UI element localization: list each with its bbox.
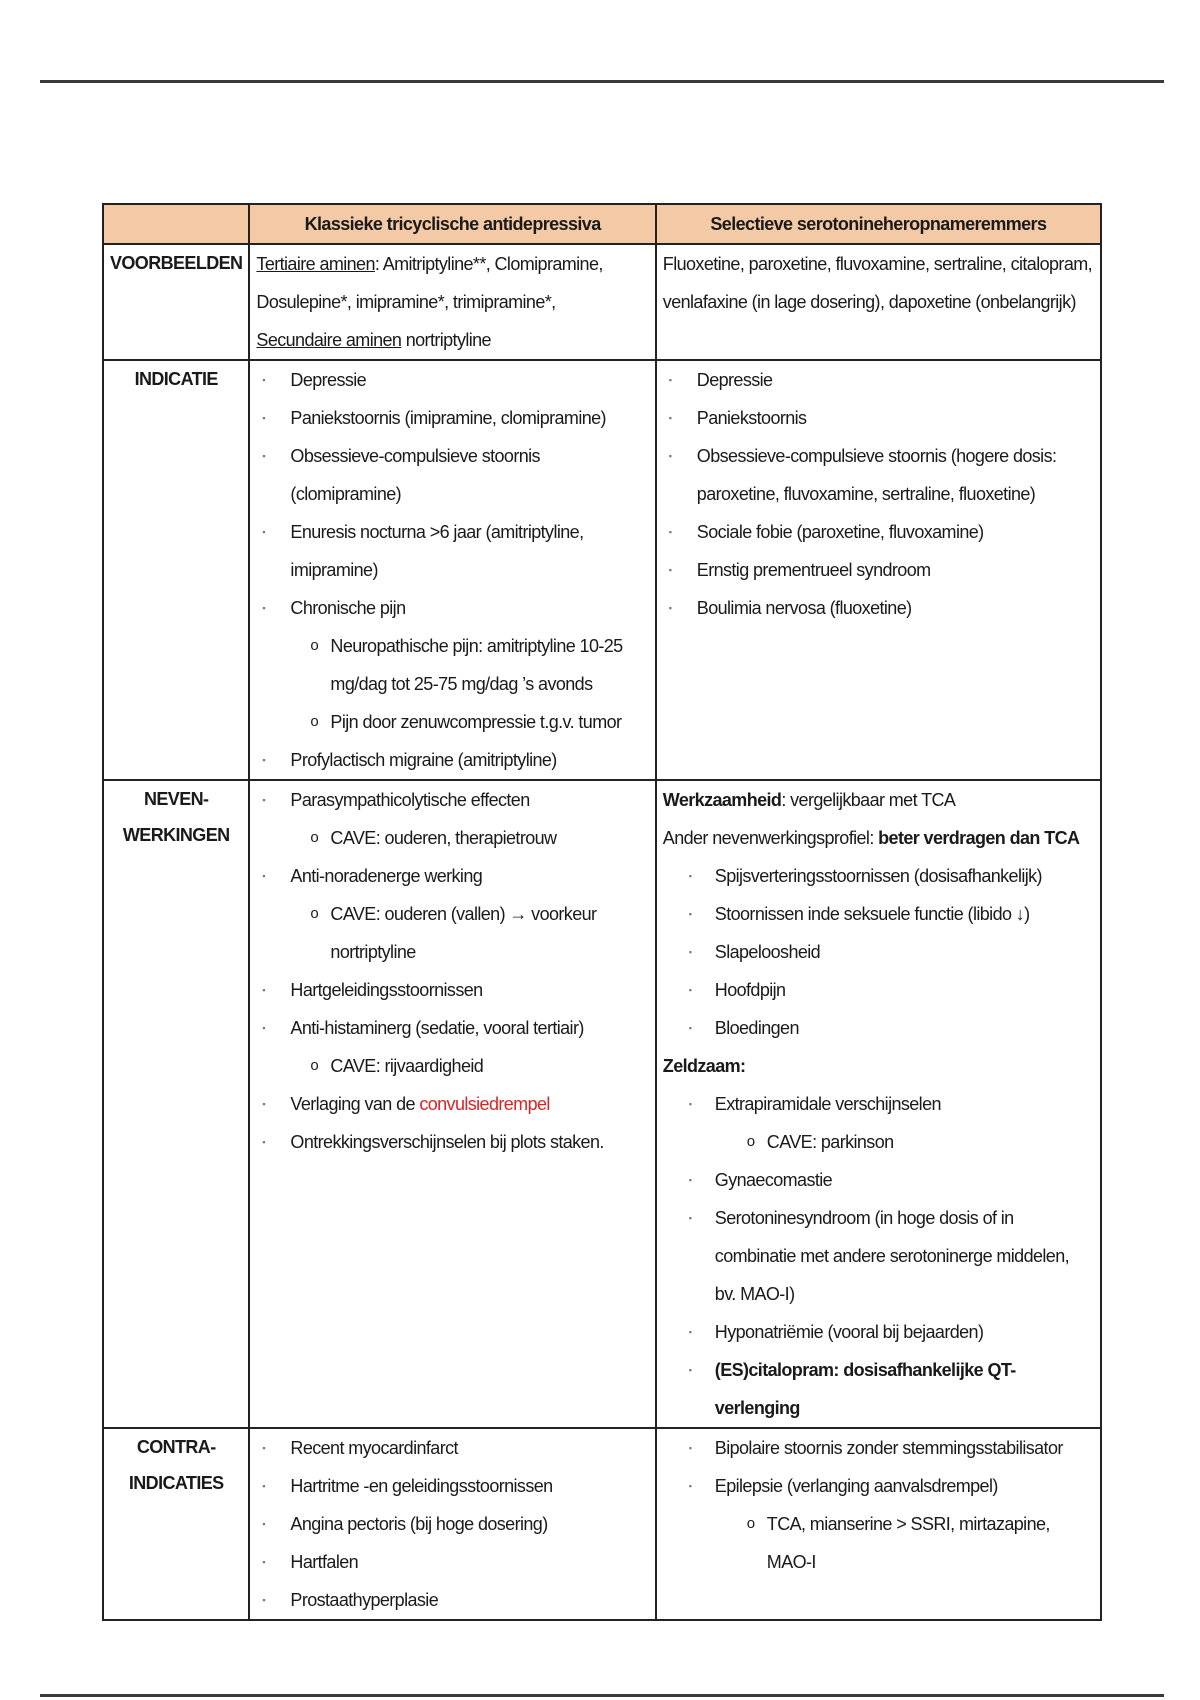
list-item: ▪ Extrapiramidale verschijnselen	[663, 1085, 1094, 1123]
list-item: ▪ Profylactisch migraine (amitriptyline)	[256, 741, 648, 779]
list-item: ▪ Serotoninesyndroom (in hoge dosis of in combinatie met andere serotoninerge middelen, bv. MAO-I)	[663, 1199, 1094, 1313]
list-item: ▪ Prostaathyperplasie	[256, 1581, 648, 1619]
label-line: CONTRA-	[136, 1437, 216, 1457]
row-contra-indicaties	[103, 1428, 1101, 1620]
tca-secondary-line	[256, 321, 648, 359]
list-item-qt-prolongation: ▪ (ES)citalopram: dosisafhankelijke QT-verlenging	[663, 1351, 1094, 1427]
nw-ssri-rare-list-1	[663, 1085, 1094, 1123]
nw-tca-sub-1	[256, 819, 648, 857]
sub-list-item: o TCA, mianserine > SSRI, mirtazapine, MAO-I	[663, 1505, 1094, 1581]
indicatie-ssri-list	[663, 361, 1094, 627]
nw-ssri-rare-list-2	[663, 1161, 1094, 1427]
list-item: ▪ Slapeloosheid	[663, 933, 1094, 971]
nw-ssri-common-list	[663, 857, 1094, 1047]
list-item: ▪ Anti-histaminerg (sedatie, vooral tertiair)	[256, 1009, 648, 1047]
list-item: ▪ Hartgeleidingsstoornissen	[256, 971, 648, 1009]
voorbeelden-ssri-cell	[656, 244, 1101, 360]
contra-tca-cell	[249, 1428, 655, 1620]
sub-list-item: o CAVE: parkinson	[663, 1123, 1094, 1161]
secondary-list: nortriptyline	[401, 330, 491, 350]
zeldzaam-label: Zeldzaam:	[662, 1056, 746, 1076]
list-item: ▪ Stoornissen inde seksuele functie (libido ↓)	[663, 895, 1094, 933]
list-item: ▪ Anti-noradenerge werking	[256, 857, 648, 895]
profiel-line	[663, 819, 1094, 857]
werkzaamheid-line	[663, 781, 1094, 819]
list-item: ▪ Parasympathicolytische effecten	[256, 781, 648, 819]
indicatie-ssri-cell	[656, 360, 1101, 780]
secondary-label: Secundaire aminen	[256, 330, 402, 350]
list-item: ▪ Spijsverteringsstoornissen (dosisafhankelijk)	[663, 857, 1094, 895]
label-line: INDICATIES	[128, 1473, 224, 1493]
profiel-bold: beter verdragen dan TCA	[878, 828, 1080, 848]
contra-tca-list	[256, 1429, 648, 1619]
voorbeelden-tca-cell	[249, 244, 655, 360]
sub-list-item: o CAVE: ouderen, therapietrouw	[256, 819, 648, 857]
list-item	[256, 1085, 648, 1123]
indicatie-tca-list-end	[256, 741, 648, 779]
tertiary-list: : Amitriptyline**, Clomipramine, Dosulepine*, imipramine*, trimipramine*,	[256, 254, 603, 312]
label-line: NEVEN-	[144, 789, 209, 809]
list-item: ▪ Enuresis nocturna >6 jaar (amitriptyline, imipramine)	[256, 513, 648, 589]
list-item: ▪ Recent myocardinfarct	[256, 1429, 648, 1467]
sub-list-item: o CAVE: ouderen (vallen) → voorkeur nortriptyline	[256, 895, 648, 971]
contra-ssri-sub	[663, 1505, 1094, 1581]
header-empty-cell	[103, 204, 249, 244]
werkzaamheid-label: Werkzaamheid	[662, 790, 782, 810]
sub-list-item: o CAVE: rijvaardigheid	[256, 1047, 648, 1085]
bottom-rule	[40, 1694, 1164, 1697]
row-indicatie	[103, 360, 1101, 780]
indicatie-tca-list	[256, 361, 648, 627]
antidepressant-comparison-table	[102, 203, 1102, 1621]
list-item: ▪ Ontrekkingsverschijnselen bij plots staken.	[256, 1123, 648, 1161]
list-item: ▪ Hartritme -en geleidingsstoornissen	[256, 1467, 648, 1505]
row-label-nevenwerkingen	[103, 780, 249, 1428]
list-item: ▪ Bipolaire stoornis zonder stemmingsstabilisator	[663, 1429, 1094, 1467]
list-item: ▪ Hyponatriëmie (vooral bij bejaarden)	[663, 1313, 1094, 1351]
list-item: ▪ Paniekstoornis (imipramine, clomipramine)	[256, 399, 648, 437]
list-item: ▪ Ernstig prementrueel syndroom	[663, 551, 1094, 589]
indicatie-tca-sublist	[256, 627, 648, 741]
tertiary-label: Tertiaire aminen	[256, 254, 375, 274]
sub-list-item: o Neuropathische pijn: amitriptyline 10-25 mg/dag tot 25-75 mg/dag ’s avonds	[256, 627, 648, 703]
row-label-indicatie: INDICATIE	[103, 360, 249, 780]
top-rule	[40, 80, 1164, 83]
header-tca: Klassieke tricyclische antidepressiva	[249, 204, 655, 244]
nw-tca-list-4	[256, 1085, 648, 1161]
row-label-contra-indicaties	[103, 1428, 249, 1620]
list-item: ▪ Sociale fobie (paroxetine, fluvoxamine)	[663, 513, 1094, 551]
nw-tca-list-1	[256, 781, 648, 819]
list-item: ▪ Chronische pijn	[256, 589, 648, 627]
nevenwerkingen-ssri-cell	[656, 780, 1101, 1428]
list-item: ▪ Bloedingen	[663, 1009, 1094, 1047]
list-item: ▪ Depressie	[663, 361, 1094, 399]
label-line: WERKINGEN	[122, 825, 230, 845]
indicatie-tca-cell	[249, 360, 655, 780]
contra-ssri-list	[663, 1429, 1094, 1505]
nw-tca-list-2	[256, 857, 648, 895]
ssri-examples: Fluoxetine, paroxetine, fluvoxamine, sertraline, citalopram, venlafaxine (in lage dosering), dapoxetine (onbelangrijk)	[662, 254, 1093, 312]
tca-tertiary-line	[256, 245, 648, 321]
profiel-text: Ander nevenwerkingsprofiel:	[662, 828, 879, 848]
contra-ssri-cell	[656, 1428, 1101, 1620]
list-item: ▪ Obsessieve-compulsieve stoornis (clomipramine)	[256, 437, 648, 513]
convulsion-threshold-highlight: convulsiedrempel	[419, 1094, 550, 1114]
row-label-voorbeelden: VOORBEELDEN	[103, 244, 249, 360]
header-row	[103, 204, 1101, 244]
list-item: ▪ Paniekstoornis	[663, 399, 1094, 437]
list-item: ▪ Epilepsie (verlanging aanvalsdrempel)	[663, 1467, 1094, 1505]
list-item: ▪ Gynaecomastie	[663, 1161, 1094, 1199]
nw-tca-list-3	[256, 971, 648, 1047]
nw-tca-sub-2	[256, 895, 648, 971]
row-nevenwerkingen	[103, 780, 1101, 1428]
list-item: ▪ Depressie	[256, 361, 648, 399]
list-item: ▪ Hoofdpijn	[663, 971, 1094, 1009]
nevenwerkingen-tca-cell	[249, 780, 655, 1428]
list-item: ▪ Angina pectoris (bij hoge dosering)	[256, 1505, 648, 1543]
header-ssri: Selectieve serotonineheropnameremmers	[656, 204, 1101, 244]
convulsion-prefix: Verlaging van de	[290, 1094, 420, 1114]
nw-ssri-rare-sub	[663, 1123, 1094, 1161]
werkzaamheid-text: : vergelijkbaar met TCA	[781, 790, 956, 810]
sub-list-item: o Pijn door zenuwcompressie t.g.v. tumor	[256, 703, 648, 741]
list-item: ▪ Obsessieve-compulsieve stoornis (hogere dosis: paroxetine, fluvoxamine, sertraline, fluoxetine)	[663, 437, 1094, 513]
row-voorbeelden	[103, 244, 1101, 360]
list-item: ▪ Boulimia nervosa (fluoxetine)	[663, 589, 1094, 627]
nw-tca-sub-3	[256, 1047, 648, 1085]
list-item: ▪ Hartfalen	[256, 1543, 648, 1581]
